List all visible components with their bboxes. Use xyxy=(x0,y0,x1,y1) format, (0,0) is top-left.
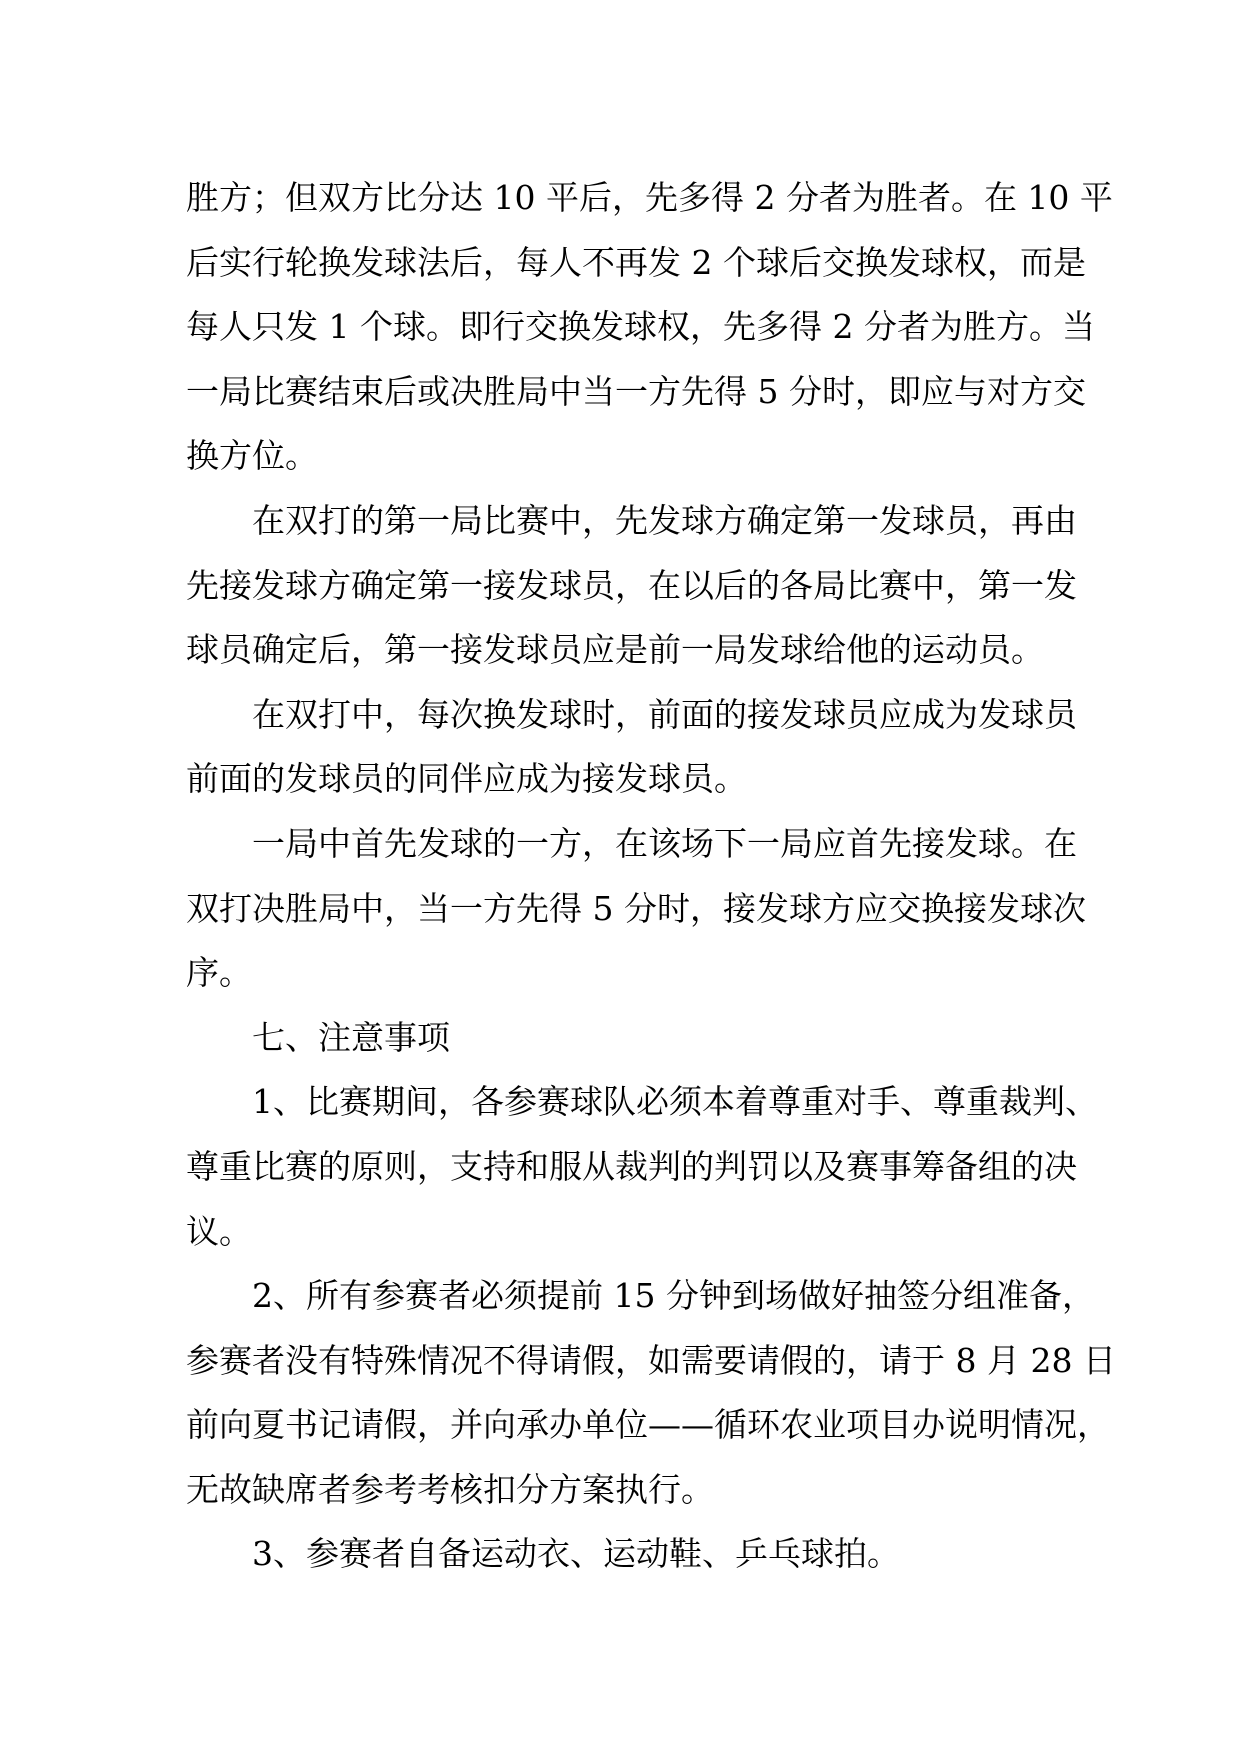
text-line: 胜方；但双方比分达 10 平后，先多得 2 分者为胜者。在 10 平 xyxy=(186,178,1113,217)
text-line: 先接发球方确定第一接发球员，在以后的各局比赛中，第一发 xyxy=(186,565,1077,605)
paragraph-doubles-serve-change xyxy=(186,683,1077,812)
text-line: 一局比赛结束后或决胜局中当一方先得 5 分时，即应与对方交 xyxy=(186,371,1086,411)
text-line: 2、所有参赛者必须提前 15 分钟到场做好抽签分组准备， xyxy=(252,1276,1095,1316)
text-line: 前向夏书记请假，并向承办单位——循环农业项目办说明情况， xyxy=(186,1405,1110,1445)
text-line: 议。 xyxy=(186,1211,252,1251)
text-line: 球员确定后，第一接发球员应是前一局发球给他的运动员。 xyxy=(186,630,1044,670)
text-line: 一局中首先发球的一方，在该场下一局应首先接发球。在 xyxy=(252,823,1077,863)
paragraph-note-3 xyxy=(186,1522,1058,1587)
section-heading: 七、注意事项 xyxy=(252,1017,450,1057)
text-line: 双打决胜局中，当一方先得 5 分时，接发球方应交换接发球次 xyxy=(186,888,1086,928)
text-line: 3、参赛者自备运动衣、运动鞋、乒乓球拍。 xyxy=(252,1534,900,1574)
text-line: 换方位。 xyxy=(186,436,318,476)
paragraph-note-2 xyxy=(186,1264,1116,1522)
text-line: 无故缺席者参考考核扣分方案执行。 xyxy=(186,1469,714,1509)
document-page xyxy=(186,166,1116,1587)
text-line: 在双打中，每次换发球时，前面的接发球员应成为发球员 xyxy=(252,694,1077,734)
text-line: 在双打的第一局比赛中，先发球方确定第一发球员，再由 xyxy=(252,500,1077,540)
text-line: 每人只发 1 个球。即行交换发球权，先多得 2 分者为胜方。当 xyxy=(186,307,1095,347)
text-line: 前面的发球员的同伴应成为接发球员。 xyxy=(186,759,747,799)
text-line: 1、比赛期间，各参赛球队必须本着尊重对手、尊重裁判、 xyxy=(252,1082,1098,1122)
text-line: 后实行轮换发球法后，每人不再发 2 个球后交换发球权，而是 xyxy=(186,242,1086,282)
paragraph-doubles-first-game xyxy=(186,489,1077,683)
section-heading-notes xyxy=(186,1006,1058,1071)
text-line: 序。 xyxy=(186,953,252,993)
paragraph-serve-rules xyxy=(186,166,1113,489)
text-line: 参赛者没有特殊情况不得请假，如需要请假的，请于 8 月 28 日 xyxy=(186,1340,1116,1380)
paragraph-note-1 xyxy=(186,1070,1098,1264)
paragraph-next-game-serve xyxy=(186,812,1086,1006)
text-line: 尊重比赛的原则，支持和服从裁判的判罚以及赛事筹备组的决 xyxy=(186,1146,1077,1186)
